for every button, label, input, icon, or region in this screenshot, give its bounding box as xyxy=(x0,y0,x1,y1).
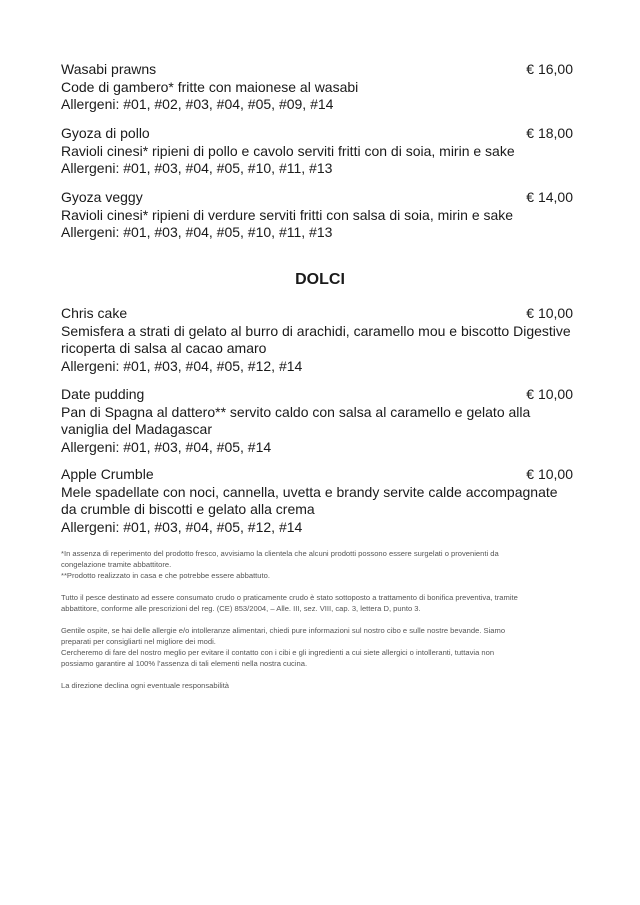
note-disclaimer: La direzione declina ogni eventuale responsabilità xyxy=(61,681,230,690)
footnotes xyxy=(61,548,581,691)
item-allergens: Allergeni: #01, #03, #04, #05, #10, #11, #13 xyxy=(61,224,333,240)
menu-item-date-pudding xyxy=(61,386,573,456)
footnote-homemade: **Prodotto realizzato in casa e che potrebbe essere abbattuto. xyxy=(61,571,270,580)
note-cross-contact-cont: possiamo garantire al 100% l’assenza di tali elementi nella nostra cucina. xyxy=(61,659,308,668)
menu-item-gyoza-veggy xyxy=(61,189,573,242)
menu-item-wasabi-prawns xyxy=(61,61,573,114)
note-raw-fish-cont: abbattitore, conforme alle prescrizioni del reg. (CE) 853/2004, – Alle. III, sez. VIII, cap. 3, lettera D, punto 3. xyxy=(61,604,421,613)
item-allergens: Allergeni: #01, #03, #04, #05, #12, #14 xyxy=(61,357,303,374)
item-allergens: Allergeni: #01, #03, #04, #05, #10, #11, #13 xyxy=(61,160,333,176)
item-description: Pan di Spagna al dattero** servito caldo con salsa al caramello e gelato alla xyxy=(61,403,531,420)
item-name: Apple Crumble xyxy=(61,466,154,482)
item-name: Chris cake xyxy=(61,305,128,321)
item-name: Wasabi prawns xyxy=(61,61,157,77)
item-description: ricoperta di salsa al cacao amaro xyxy=(61,340,267,356)
item-description: Code di gambero* fritte con maionese al wasabi xyxy=(61,78,359,95)
item-description: Ravioli cinesi* ripieni di verdure serviti fritti con salsa di soia, mirin e sake xyxy=(61,206,514,223)
menu-item-apple-crumble xyxy=(61,466,573,536)
menu-item-chris-cake xyxy=(61,305,573,375)
item-price: € 10,00 xyxy=(526,305,573,321)
menu-item-gyoza-di-pollo xyxy=(61,125,573,178)
note-raw-fish: Tutto il pesce destinato ad essere consumato crudo o praticamente crudo è stato sottoposto a trattamento di bonifica preventiva, tramite xyxy=(61,593,518,602)
item-name: Date pudding xyxy=(61,386,145,402)
item-description: Ravioli cinesi* ripieni di pollo e cavolo serviti fritti con di soia, mirin e sake xyxy=(61,142,515,159)
item-name: Gyoza veggy xyxy=(61,189,143,205)
item-description: Semisfera a strati di gelato al burro di arachidi, caramello mou e biscotto Digestive xyxy=(61,322,571,339)
section-title-dolci: DOLCI xyxy=(295,271,345,288)
item-description: da crumble di biscotti e gelato alla crema xyxy=(61,501,315,517)
item-allergens: Allergeni: #01, #03, #04, #05, #14 xyxy=(61,438,272,455)
item-price: € 10,00 xyxy=(526,466,573,482)
note-allergies-cont: preparati per consigliarti nel migliore dei modi. xyxy=(61,637,216,646)
item-price: € 16,00 xyxy=(526,61,573,77)
note-cross-contact: Cercheremo di fare del nostro meglio per evitare il contatto con i cibi e gli ingredienti a cui siete allergici o intolleranti, tuttavia non xyxy=(61,648,495,657)
item-name: Gyoza di pollo xyxy=(61,125,150,141)
item-description: vaniglia del Madagascar xyxy=(61,421,212,437)
item-allergens: Allergeni: #01, #02, #03, #04, #05, #09, #14 xyxy=(61,96,334,112)
note-allergies: Gentile ospite, se hai delle allergie e/o intolleranze alimentari, chiedi pure informazioni sul nostro cibo e sulle nostre bevande. Siamo xyxy=(61,626,506,635)
item-price: € 14,00 xyxy=(526,189,573,205)
item-description: Mele spadellate con noci, cannella, uvetta e brandy servite calde accompagnate xyxy=(61,483,558,500)
item-allergens: Allergeni: #01, #03, #04, #05, #12, #14 xyxy=(61,518,303,535)
footnote-frozen: *In assenza di reperimento del prodotto fresco, avvisiamo la clientela che alcuni prodotti possono essere surgelati o provenienti da xyxy=(61,549,499,558)
item-price: € 18,00 xyxy=(526,125,573,141)
item-price: € 10,00 xyxy=(526,386,573,402)
footnote-frozen-cont: congelazione tramite abbattitore. xyxy=(61,560,172,569)
